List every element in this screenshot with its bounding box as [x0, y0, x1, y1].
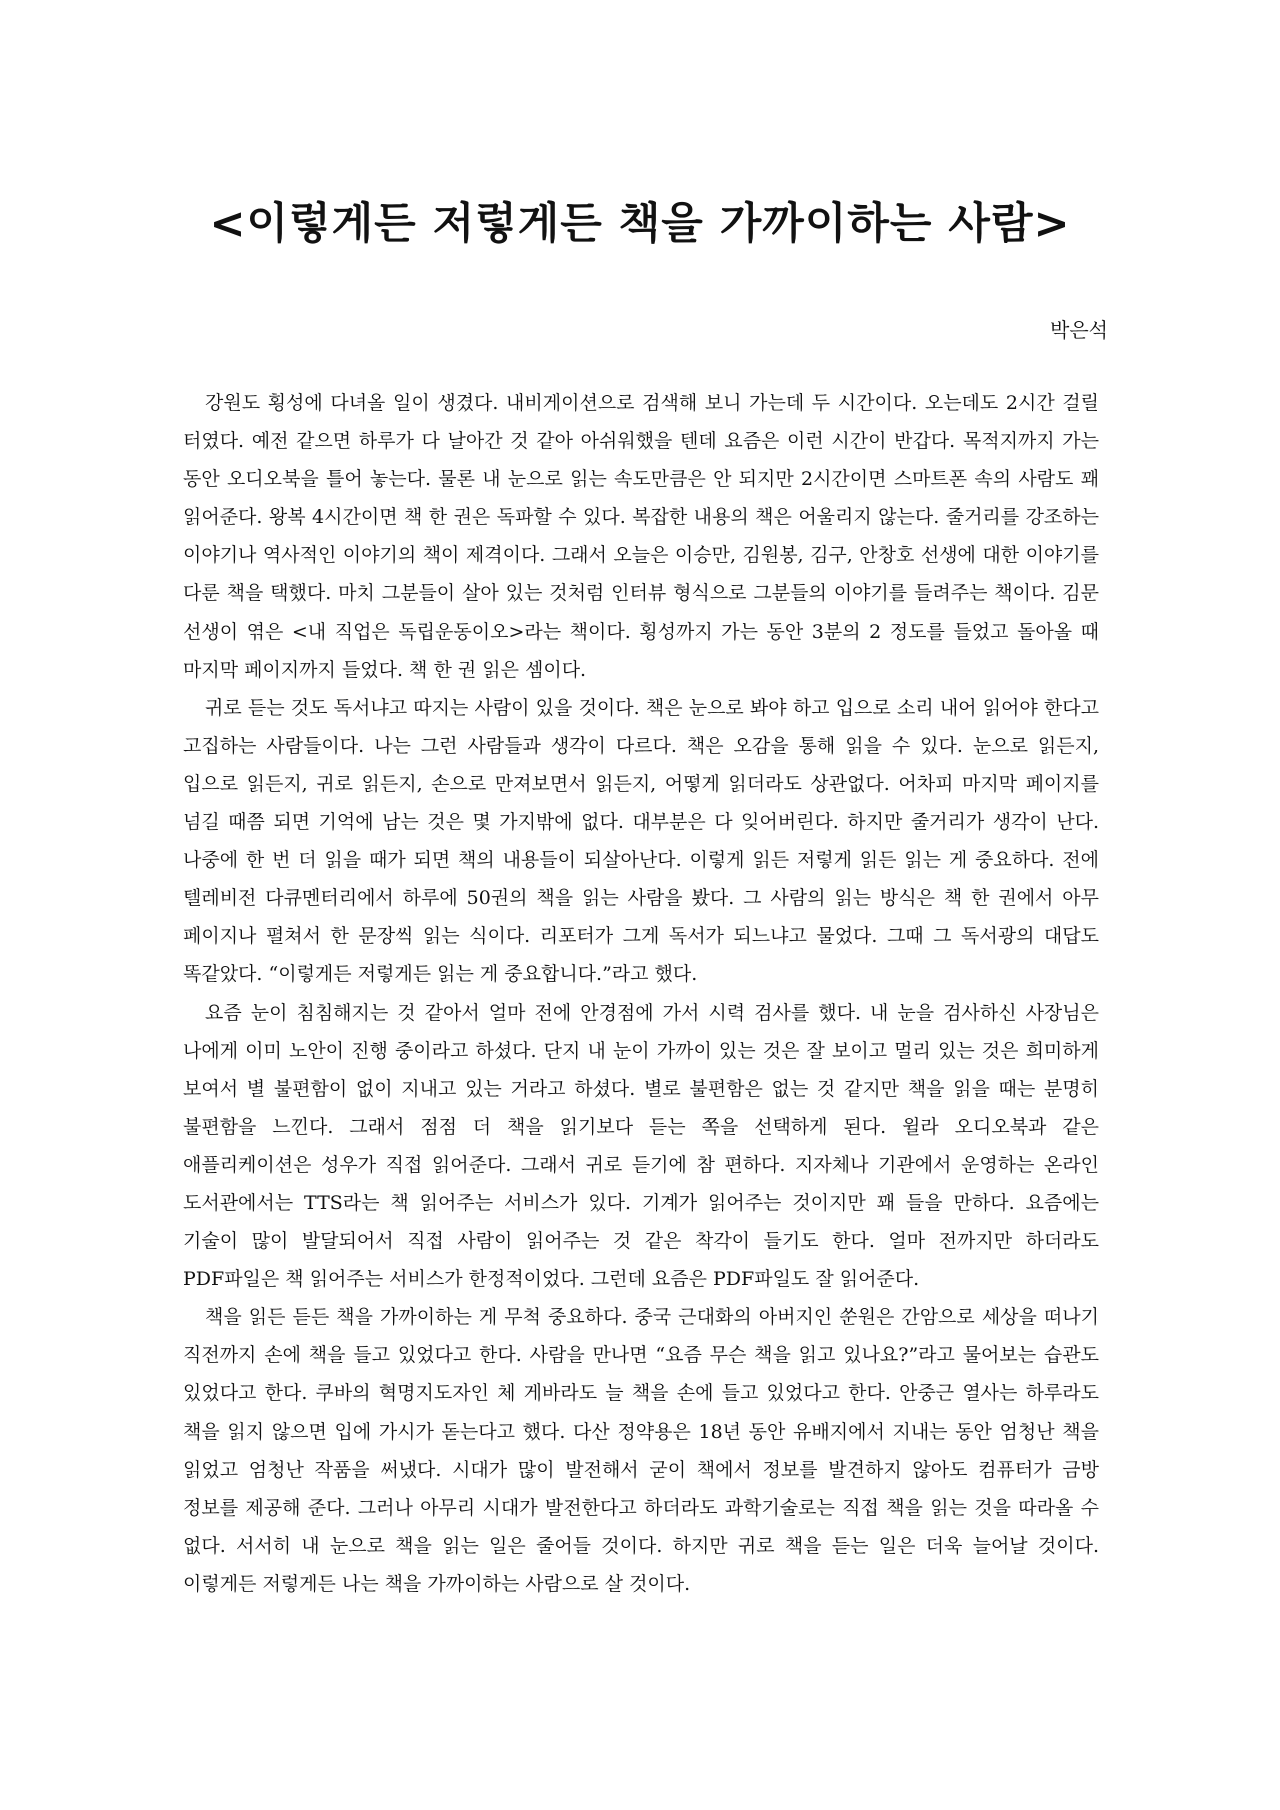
- document-title: <이렇게든 저렇게든 책을 가까이하는 사람>: [209, 199, 1071, 249]
- paragraph: 책을 읽든 듣든 책을 가까이하는 게 무척 중요하다. 중국 근대화의 아버지인 쑨원은 간암으로 세상을 떠나기 직전까지 손에 책을 들고 있었다고 한다. 사람을 만나면 “요즘 무슨 책을 읽고 있나요?”라고 물어보는 습관도 있었다고 한다. 쿠바의 혁명지도자인 체 게바라도 늘 책을 손에 들고 있었다고 한다. 안중근 열사는 하루라도 책을 읽지 않으면 입에 가시가 돋는다고 했다. 다산 정약용은 18년 동안 유배지에서 지내는 동안 엄청난 책을 읽었고 엄청난 작품을 써냈다. 시대가 많이 발전해서 굳이 책에서 정보를 발견하지 않아도 컴퓨터가 금방 정보를 제공해 준다. 그러나 아무리 시대가 발전한다고 하더라도 과학기술로는 직접 책을 읽는 것을 따라올 수 없다. 서서히 내 눈으로 책을 읽는 일은 줄어들 것이다. 하지만 귀로 책을 듣는 일은 더욱 늘어날 것이다. 이렇게든 저렇게든 나는 책을 가까이하는 사람으로 살 것이다.: [183, 1306, 1099, 1595]
- body-text: [183, 384, 1099, 1603]
- author-name: 박은석: [1050, 318, 1108, 342]
- paragraph: 요즘 눈이 침침해지는 것 같아서 얼마 전에 안경점에 가서 시력 검사를 했다. 내 눈을 검사하신 사장님은 나에게 이미 노안이 진행 중이라고 하셨다. 단지 내 눈이 가까이 있는 것은 잘 보이고 멀리 있는 것은 희미하게 보여서 별 불편함이 없이 지내고 있는 거라고 하셨다. 별로 불편함은 없는 것 같지만 책을 읽을 때는 분명히 불편함을 느낀다. 그래서 점점 더 책을 읽기보다 듣는 쪽을 선택하게 된다. 윌라 오디오북과 같은 애플리케이션은 성우가 직접 읽어준다. 그래서 귀로 듣기에 참 편하다. 지자체나 기관에서 운영하는 온라인 도서관에서는 TTS라는 책 읽어주는 서비스가 있다. 기계가 읽어주는 것이지만 꽤 들을 만하다. 요즘에는 기술이 많이 발달되어서 직접 사람이 읽어주는 것 같은 착각이 들기도 한다. 얼마 전까지만 하더라도 PDF파일은 책 읽어주는 서비스가 한정적이었다. 그런데 요즘은 PDF파일도 잘 읽어준다.: [183, 1001, 1099, 1291]
- paragraph: 강원도 횡성에 다녀올 일이 생겼다. 내비게이션으로 검색해 보니 가는데 두 시간이다. 오는데도 2시간 걸릴 터였다. 예전 같으면 하루가 다 날아간 것 같아 아쉬워했을 텐데 요즘은 이런 시간이 반갑다. 목적지까지 가는 동안 오디오북을 틀어 놓는다. 물론 내 눈으로 읽는 속도만큼은 안 되지만 2시간이면 스마트폰 속의 사람도 꽤 읽어준다. 왕복 4시간이면 책 한 권은 독파할 수 있다. 복잡한 내용의 책은 어울리지 않는다. 줄거리를 강조하는 이야기나 역사적인 이야기의 책이 제격이다. 그래서 오늘은 이승만, 김원봉, 김구, 안창호 선생에 대한 이야기를 다룬 책을 택했다. 마치 그분들이 살아 있는 것처럼 인터뷰 형식으로 그분들의 이야기를 들려주는 책이다. 김문 선생이 엮은 <내 직업은 독립운동이오>라는 책이다. 횡성까지 가는 동안 3분의 2 정도를 들었고 돌아올 때 마지막 페이지까지 들었다. 책 한 권 읽은 셈이다.: [183, 392, 1099, 681]
- paragraph: 귀로 듣는 것도 독서냐고 따지는 사람이 있을 것이다. 책은 눈으로 봐야 하고 입으로 소리 내어 읽어야 한다고 고집하는 사람들이다. 나는 그런 사람들과 생각이 다르다. 책은 오감을 통해 읽을 수 있다. 눈으로 읽든지, 입으로 읽든지, 귀로 읽든지, 손으로 만져보면서 읽든지, 어떻게 읽더라도 상관없다. 어차피 마지막 페이지를 넘길 때쯤 되면 기억에 남는 것은 몇 가지밖에 없다. 대부분은 다 잊어버린다. 하지만 줄거리가 생각이 난다. 나중에 한 번 더 읽을 때가 되면 책의 내용들이 되살아난다. 이렇게 읽든 저렇게 읽든 읽는 게 중요하다. 전에 텔레비전 다큐멘터리에서 하루에 50권의 책을 읽는 사람을 봤다. 그 사람의 읽는 방식은 책 한 권에서 아무 페이지나 펼쳐서 한 문장씩 읽는 식이다. 리포터가 그게 독서가 되느냐고 물었다. 그때 그 독서광의 대답도 똑같았다. “이렇게든 저렇게든 읽는 게 중요합니다.”라고 했다.: [183, 696, 1099, 986]
